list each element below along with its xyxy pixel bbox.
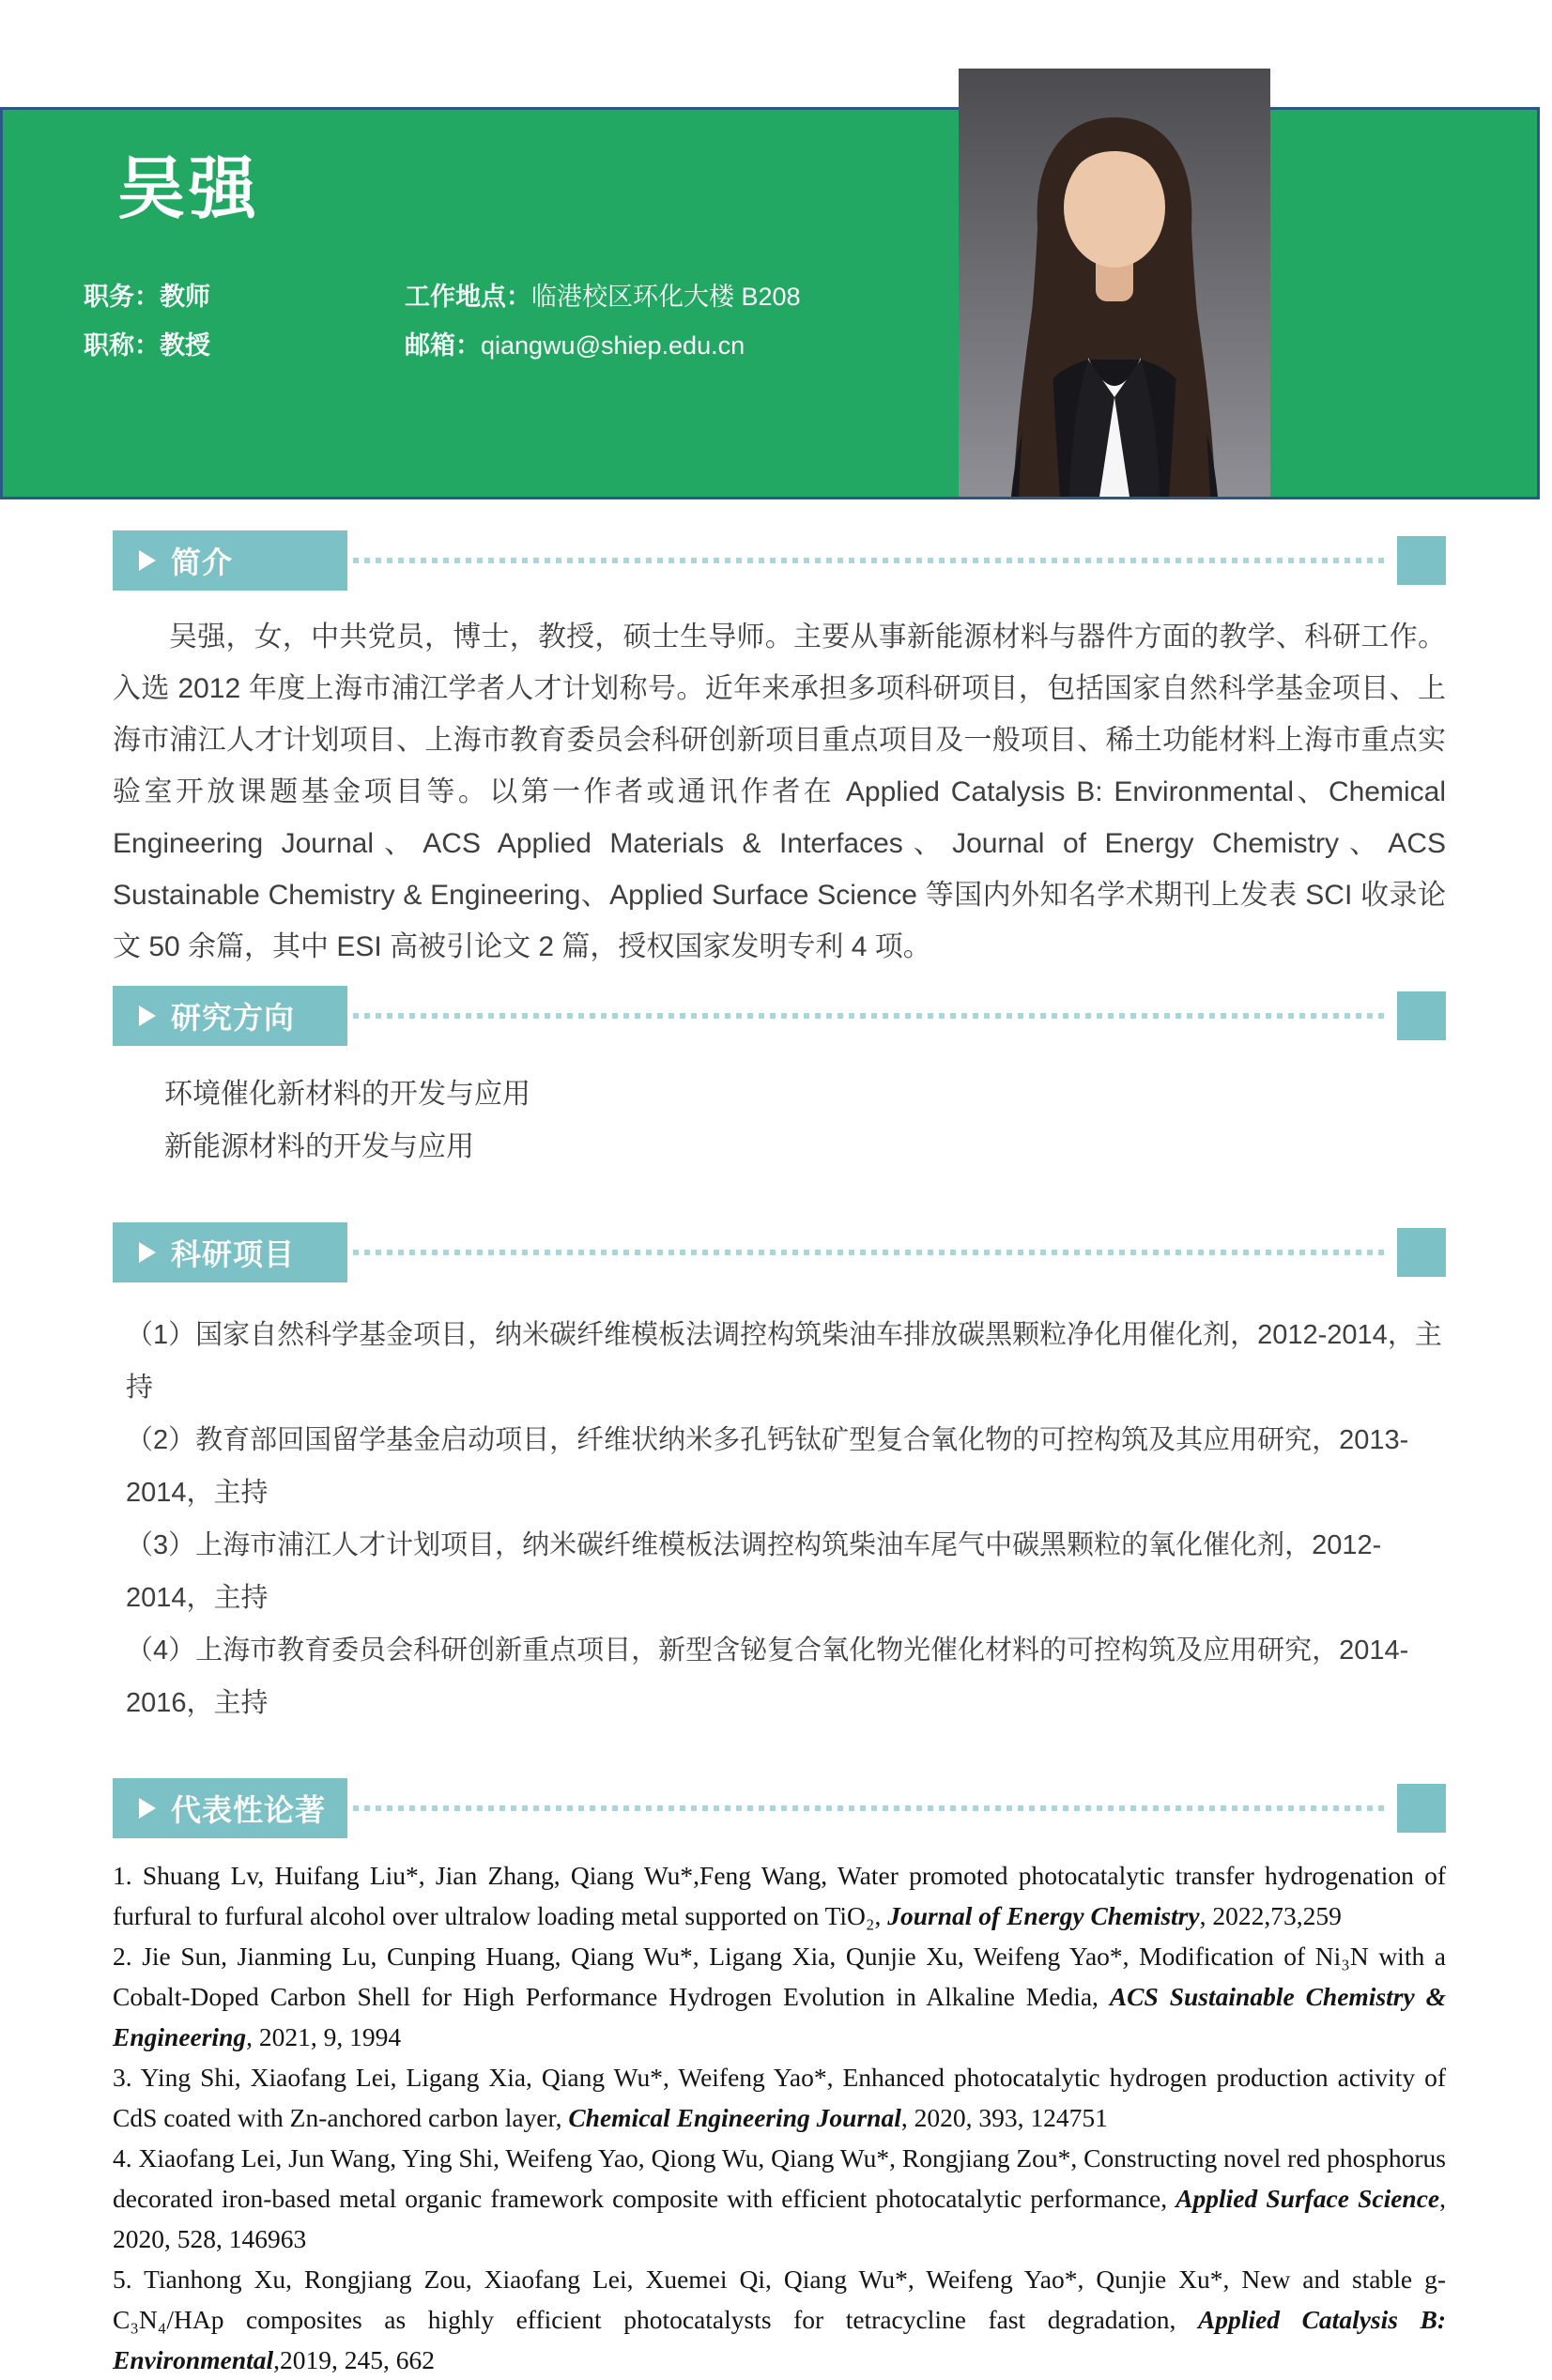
email-value: qiangwu@shiep.edu.cn [481,330,745,360]
contact-info [84,282,1537,361]
publication-item: 5. Tianhong Xu, Rongjiang Zou, Xiaofang Lei, Xuemei Qi, Qiang Wu*, Weifeng Yao*, Qunjie Xu*, New and stable g-C₃N₄/HAp composites as highly efficient photocatalysts for tetracycline fast degradation, Applied Catalysis B: Environmental,2019, 245, 662 [113,2265,1447,2374]
triangle-icon [139,1798,156,1819]
project-item: （4）上海市教育委员会科研创新重点项目，新型含铋复合氧化物光催化材料的可控构筑及应用研究，2014-2016，主持 [126,1635,1409,1718]
profile-photo [959,69,1270,497]
section-header-projects [113,1222,1446,1282]
section-header-research [113,986,1446,1046]
email-label: 邮箱： [405,330,481,360]
dotted-line [353,1013,1388,1019]
intro-paragraph: 吴强，女，中共党员，博士，教授，硕士生导师。主要从事新能源材料与器件方面的教学、科研工作。入选 2012 年度上海市浦江学者人才计划称号。近年来承担多项科研项目，包括国家自然科学基金项目、上海市浦江人才计划项目、上海市教育委员会科研创新项目重点项目及一般项目、稀土功能材料上海市重点实验室开放课题基金项目等。以第一作者或通讯作者在 Applied Catalysis B: Environmental、Chemical Engineering Journal、ACS Applied Materials & Interfaces、Journal of Energy Chemistry、ACS Sustainable Chemistry & Engineering、Applied Surface Science 等国内外知名学术期刊上发表 SCI 收录论文 50 余篇，其中 ESI 高被引论文 2 篇，授权国家发明专利 4 项。 [113,622,1446,962]
project-item: （3）上海市浦江人才计划项目，纳米碳纤维模板法调控构筑柴油车尾气中碳黑颗粒的氧化催化剂，2012-2014，主持 [126,1530,1382,1613]
research-list [113,1068,1446,1174]
profile-body [0,530,1552,2380]
triangle-icon [139,550,156,571]
contact-position [84,282,405,312]
section-research [113,986,1446,1174]
position-value: 教师 [160,282,210,311]
section-title: 科研项目 [171,1237,296,1271]
section-title-box [113,530,347,591]
teal-square [1397,536,1446,585]
location-label: 工作地点： [405,282,531,311]
section-title: 代表性论著 [171,1793,327,1827]
section-title-box [113,1778,347,1838]
publication-item: 4. Xiaofang Lei, Jun Wang, Ying Shi, Weifeng Yao, Qiong Wu, Qiang Wu*, Rongjiang Zou*, Constructing novel red phosphorus decorated iron-based metal organic framework composite with efficient photocatalytic performance, Applied Surface Science, 2020, 528, 146963 [113,2143,1446,2253]
section-projects [113,1222,1446,1729]
section-title-box [113,986,347,1046]
journal-name: Applied Catalysis B: Environmental [113,2305,1447,2374]
section-header-publications [113,1778,1446,1838]
journal-name: Chemical Engineering Journal [568,2103,901,2132]
portrait-illustration [959,69,1270,497]
projects-list [113,1309,1446,1729]
section-title: 简介 [171,545,234,579]
contact-title [84,330,405,361]
section-title: 研究方向 [171,1001,296,1035]
teal-square [1397,1784,1446,1833]
publication-item: 3. Ying Shi, Xiaofang Lei, Ligang Xia, Qiang Wu*, Weifeng Yao*, Enhanced photocatalytic hydrogen production activity of CdS coated with Zn-anchored carbon layer, Chemical Engineering Journal, 2020, 393, 124751 [113,2063,1446,2132]
journal-name: Applied Surface Science [1176,2184,1440,2213]
teal-square [1397,1228,1446,1277]
dotted-line [353,1805,1388,1811]
section-header-intro [113,530,1446,591]
triangle-icon [139,1006,156,1026]
journal-name: Journal of Energy Chemistry [887,1901,1200,1930]
project-item: （1）国家自然科学基金项目，纳米碳纤维模板法调控构筑柴油车排放碳黑颗粒净化用催化剂，2012-2014，主持 [126,1320,1442,1403]
location-value: 临港校区环化大楼 B208 [531,282,801,311]
publication-list [113,1855,1446,2380]
publication-item: 2. Jie Sun, Jianming Lu, Cunping Huang, Qiang Wu*, Ligang Xia, Qunjie Xu, Weifeng Yao*, Modification of Ni₃N with a Cobalt-Doped Carbon Shell for High Performance Hydrogen Evolution in Alkaline Media, ACS Sustainable Chemistry & Engineering, 2021, 9, 1994 [113,1942,1446,2051]
research-direction-item: 新能源材料的开发与应用 [164,1131,474,1162]
teal-square [1397,991,1446,1040]
journal-name: ACS Sustainable Chemistry & Engineering [113,1982,1446,2051]
title-value: 教授 [160,330,210,360]
dotted-line [353,1250,1388,1255]
section-intro [113,530,1446,973]
section-title-box [113,1222,347,1282]
title-label: 职称： [84,330,160,360]
triangle-icon [139,1242,156,1263]
publication-item: 1. Shuang Lv, Huifang Liu*, Jian Zhang, Qiang Wu*,Feng Wang, Water promoted photocatalytic transfer hydrogenation of furfural to furfural alcohol over ultralow loading metal supported on TiO₂, Journal of Energy Chemistry, 2022,73,259 [113,1861,1446,1930]
profile-header [0,107,1540,499]
position-label: 职务： [84,282,160,311]
section-publications [113,1778,1446,2380]
person-name: 吴强 [117,152,261,227]
project-item: （2）教育部回国留学基金启动项目，纤维状纳米多孔钙钛矿型复合氧化物的可控构筑及其应用研究，2013-2014，主持 [126,1425,1409,1508]
dotted-line [353,558,1388,563]
research-direction-item: 环境催化新材料的开发与应用 [164,1079,530,1110]
